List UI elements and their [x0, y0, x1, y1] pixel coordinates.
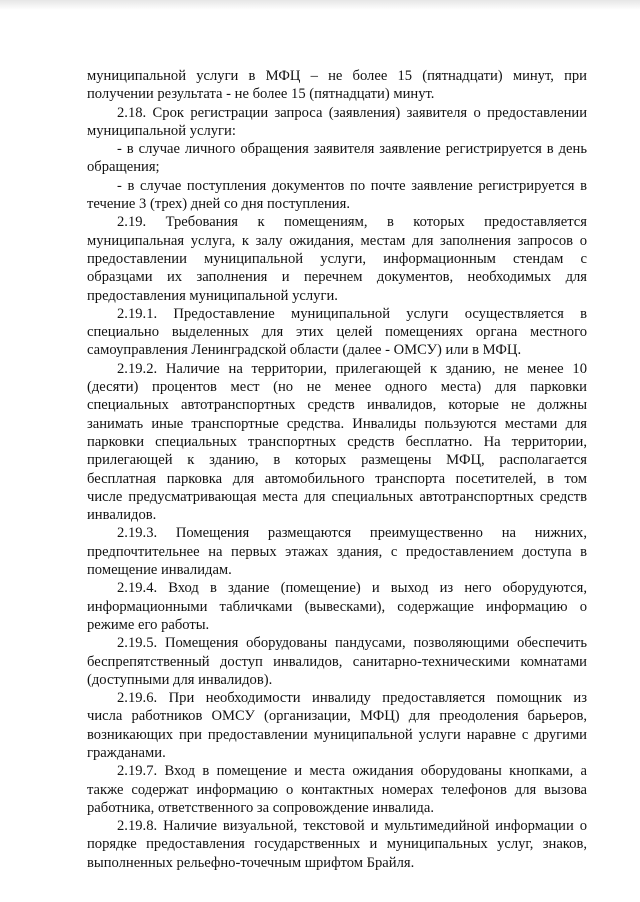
text-line: 2.19.2. Наличие на территории, прилегающей к зданию, не менее 10 — [117, 360, 587, 377]
text-line: также содержат информацию о контактных номерах телефонов для вызова — [87, 781, 587, 798]
text-line: 2.19.7. Вход в помещение и места ожидания оборудованы кнопками, а — [117, 763, 587, 780]
text-line: специально выделенных для этих целей помещениях органа местного — [87, 324, 587, 341]
text-line: 2.19.3. Помещения размещаются преимущественно на нижних, — [117, 525, 587, 542]
text-line: числе предусматривающая места для специальных автотранспортных средств — [87, 488, 587, 505]
text-line: (доступными для инвалидов). — [87, 671, 273, 688]
text-line: информационными табличками (вывесками), содержащие информацию о — [87, 598, 587, 615]
text-line: обращения; — [87, 159, 160, 176]
text-line: гражданами. — [87, 744, 166, 761]
text-line: выполненных рельефно-точечным шрифтом Брайля. — [87, 854, 415, 871]
text-line: муниципальная услуга, к залу ожидания, местам для заполнения запросов о — [87, 232, 587, 249]
text-line: образцами их заполнения и перечнем документов, необходимых для — [87, 269, 587, 286]
text-line: занимать иные транспортные средства. Инвалиды пользуются местами для — [87, 415, 587, 432]
text-line: 2.19.4. Вход в здание (помещение) и выход из него оборудуются, — [117, 580, 587, 597]
text-line: 2.18. Срок регистрации запроса (заявления) заявителя о предоставлении — [117, 104, 587, 121]
text-line: муниципальной услуги в МФЦ – не более 15 (пятнадцати) минут, при — [87, 68, 587, 84]
text-line: режиме его работы. — [87, 616, 210, 633]
text-line: 2.19. Требования к помещениям, в которых предоставляется — [117, 214, 587, 231]
text-line: 2.19.6. При необходимости инвалиду предоставляется помощник из — [117, 690, 587, 707]
text-line: 2.19.1. Предоставление муниципальной услуги осуществляется в — [117, 305, 587, 322]
text-line: самоуправления Ленинградской области (далее - ОМСУ) или в МФЦ. — [87, 342, 522, 359]
text-line: порядке предоставления государственных и муниципальных услуг, знаков, — [87, 836, 587, 853]
text-line: работника, ответственного за сопровождение инвалида. — [87, 799, 434, 816]
text-line: предоставления муниципальной услуги. — [87, 287, 338, 304]
text-line: предоставлении муниципальной услуги, информационным стендам с — [87, 250, 587, 267]
text-line: беспрепятственный доступ инвалидов, санитарно-техническими комнатами — [87, 653, 587, 670]
text-line: (десяти) процентов мест (но не менее одного места) для парковки — [87, 379, 587, 396]
text-line: 2.19.5. Помещения оборудованы пандусами, позволяющими обеспечить — [117, 635, 587, 652]
text-line: парковки специальных транспортных средств бесплатно. На территории, — [87, 433, 587, 450]
text-line: - в случае личного обращения заявителя заявление регистрируется в день — [117, 141, 587, 158]
text-line: помещение инвалидам. — [87, 562, 232, 579]
document-page — [87, 67, 587, 872]
text-line: - в случае поступления документов по почте заявление регистрируется в — [117, 177, 587, 194]
text-line: специальных автотранспортных средств инвалидов, которые не должны — [87, 397, 587, 414]
text-line: возникающих при предоставлении муниципальной услуги наравне с другими — [87, 726, 587, 743]
text-line: числа работников ОМСУ (организации, МФЦ) для преодоления барьеров, — [87, 708, 587, 725]
text-line: муниципальной услуги: — [87, 122, 236, 139]
text-line: получении результата - не более 15 (пятнадцати) минут. — [87, 86, 435, 103]
text-line: предпочтительнее на первых этажах здания, с предоставлением доступа в — [87, 543, 587, 560]
scan-top-edge — [0, 0, 640, 10]
text-line: бесплатная парковка для автомобильного транспорта посетителей, в том — [87, 470, 587, 487]
text-line: инвалидов. — [87, 507, 157, 524]
text-line: течение 3 (трех) дней со дня поступления. — [87, 196, 350, 213]
text-line: прилегающей к зданию, в которых размещены МФЦ, располагается — [87, 452, 587, 469]
text-line: 2.19.8. Наличие визуальной, текстовой и мультимедийной информации о — [117, 818, 587, 835]
